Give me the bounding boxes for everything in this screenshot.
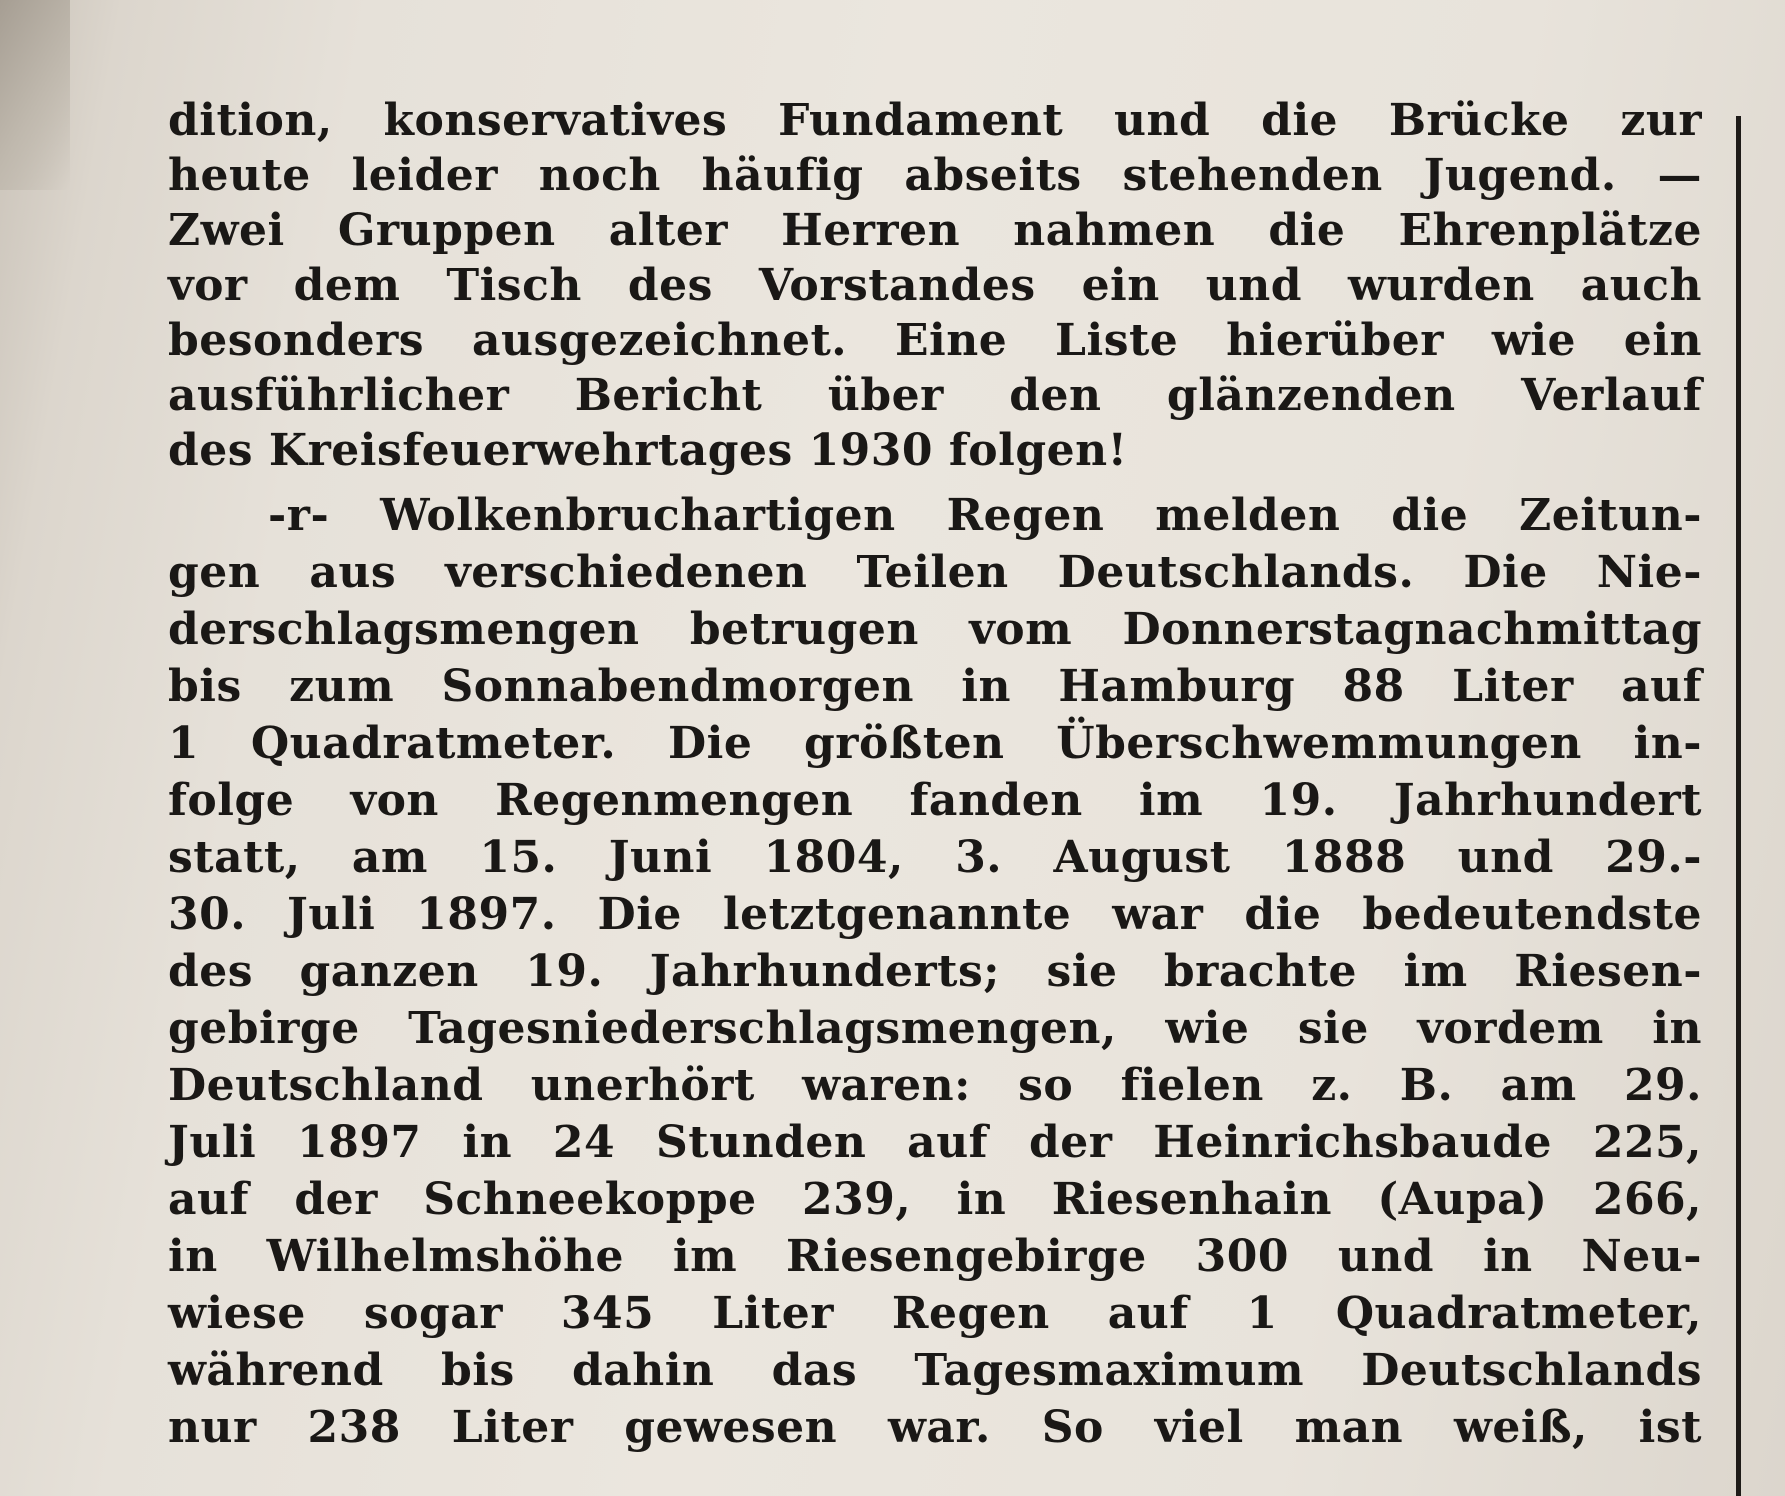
text-line: 1 Quadratmeter. Die größten Überschwemmungen in- (168, 718, 1702, 769)
text-line: in Wilhelmshöhe im Riesengebirge 300 und in Neu- (168, 1231, 1702, 1282)
text-line: während bis dahin das Tagesmaximum Deutschlands (168, 1345, 1702, 1396)
text-line: des Kreisfeuerwehrtages 1930 folgen! (168, 425, 1128, 476)
text-line: 30. Juli 1897. Die letztgenannte war die bedeutendste (168, 889, 1702, 940)
text-line: heute leider noch häufig abseits stehenden Jugend. — (168, 150, 1702, 201)
text-line: Deutschland unerhört waren: so fielen z. B. am 29. (168, 1060, 1702, 1111)
text-line-lead: -r- Wolkenbruchartigen Regen melden die Zeitun- (268, 490, 1702, 541)
text-line: statt, am 15. Juni 1804, 3. August 1888 und 29.- (168, 832, 1702, 883)
text-line: des ganzen 19. Jahrhunderts; sie brachte im Riesen- (168, 946, 1702, 997)
text-line: ausführlicher Bericht über den glänzenden Verlauf (168, 370, 1702, 421)
text-line: nur 238 Liter gewesen war. So viel man weiß, ist (168, 1402, 1702, 1453)
page-fold-shadow (0, 0, 70, 190)
text-line: Zwei Gruppen alter Herren nahmen die Ehrenplätze (168, 205, 1702, 256)
text-line: vor dem Tisch des Vorstandes ein und wurden auch (168, 260, 1702, 311)
text-line: besonders ausgezeichnet. Eine Liste hierüber wie ein (168, 315, 1702, 366)
text-line: Juli 1897 in 24 Stunden auf der Heinrichsbaude 225, (168, 1117, 1702, 1168)
text-line: folge von Regenmengen fanden im 19. Jahrhundert (168, 775, 1702, 826)
text-line: bis zum Sonnabendmorgen in Hamburg 88 Liter auf (168, 661, 1702, 712)
text-line: derschlagsmengen betrugen vom Donnerstagnachmittag (168, 604, 1702, 655)
text-line: gebirge Tagesniederschlagsmengen, wie sie vordem in (168, 1003, 1702, 1054)
column-rule (1736, 116, 1741, 1496)
text-line: gen aus verschiedenen Teilen Deutschlands. Die Nie- (168, 547, 1702, 598)
text-line: wiese sogar 345 Liter Regen auf 1 Quadratmeter, (168, 1288, 1702, 1339)
text-line: dition, konservatives Fundament und die Brücke zur (168, 95, 1702, 146)
text-line: auf der Schneekoppe 239, in Riesenhain (Aupa) 266, (168, 1174, 1702, 1225)
